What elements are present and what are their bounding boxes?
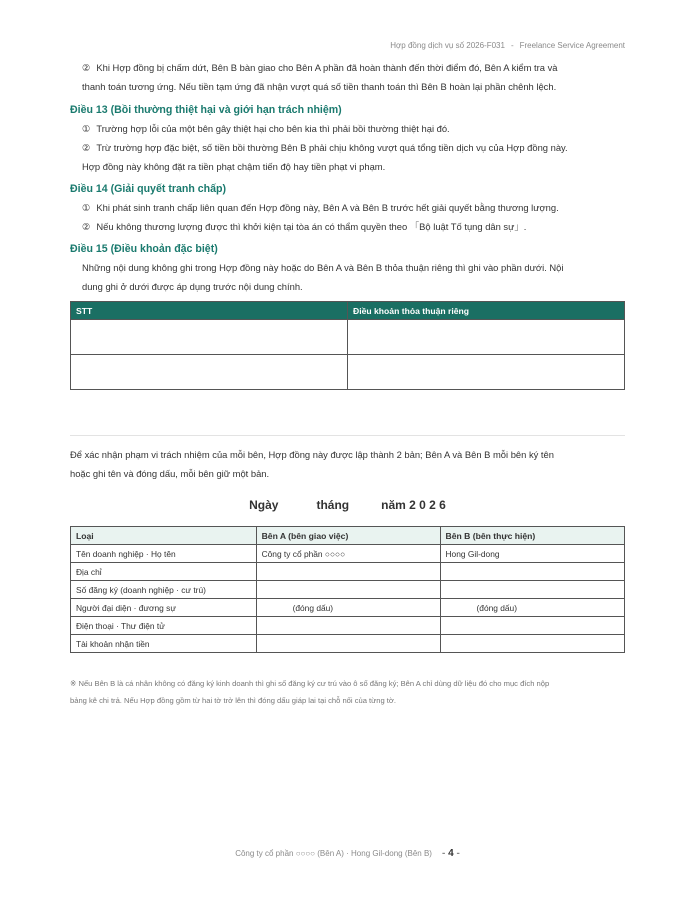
article-14-title: Điều 14 (Giải quyết tranh chấp) — [70, 183, 226, 195]
article-14-item-1: Khi phát sinh tranh chấp liên quan đến Hợp đồng này, Bên A và Bên B trước hết giải quyết bằng thương lượng. — [96, 202, 559, 213]
party-b-registration[interactable] — [440, 581, 625, 599]
article-13-item-2-line-2: Hợp đồng này không đặt ra tiền phạt chậm tiến độ hay tiền phạt vi phạm. — [82, 161, 386, 172]
confirmation-statement — [70, 445, 625, 483]
parties-table — [70, 526, 625, 653]
footnote-line-2: bảng kê chi trả. Nếu Hợp đồng gồm từ hai tờ trở lên thì đóng dấu giáp lai tại chỗ nối của từng tờ. — [70, 696, 397, 705]
article-15-line-1: Những nội dung không ghi trong Hợp đồng này hoặc do Bên A và Bên B thỏa thuận riêng thì ghi vào phần dưới. Nội — [82, 262, 564, 273]
article-15-line-2: dung ghi ở dưới được áp dụng trước nội dung chính. — [82, 281, 303, 292]
party-b-name: Hong Gil-dong — [440, 545, 625, 563]
special-terms-cell[interactable] — [71, 320, 348, 355]
party-b-seal: (đóng dấu) — [440, 599, 625, 617]
article-13-item-2-line-1: Trừ trường hợp đặc biệt, số tiền bồi thường Bên B phải chịu không vượt quá tổng tiền dịch vụ của Hợp đồng này. — [96, 142, 568, 153]
party-a-bank-account[interactable] — [256, 635, 440, 653]
table-row — [71, 563, 625, 581]
special-terms-table — [70, 301, 625, 390]
table-row — [71, 545, 625, 563]
item-number: ② — [82, 142, 91, 153]
party-b-contact[interactable] — [440, 617, 625, 635]
row-label: Số đăng ký (doanh nghiệp · cư trú) — [71, 581, 257, 599]
header-separator: - — [510, 41, 514, 50]
party-a-seal: (đóng dấu) — [256, 599, 440, 617]
article-12-item-2-line-2: thanh toán tương ứng. Nếu tiền tạm ứng đã nhận vượt quá số tiền thanh toán thì Bên B hoàn lại phần chênh lệch. — [82, 81, 557, 92]
special-terms-cell[interactable] — [348, 355, 625, 390]
party-a-registration[interactable] — [256, 581, 440, 599]
special-terms-header-stt: STT — [71, 302, 348, 320]
contract-number: Hợp đồng dịch vụ số 2026-F031 — [390, 41, 505, 50]
table-row — [71, 599, 625, 617]
item-number: ② — [82, 62, 91, 73]
row-label: Người đại diện · đương sự — [71, 599, 257, 617]
party-a-address[interactable] — [256, 563, 440, 581]
parties-header-party-b: Bên B (bên thực hiện) — [440, 527, 625, 545]
item-number: ① — [82, 202, 91, 213]
page-header — [390, 41, 625, 50]
footer-dash-right: - — [456, 848, 460, 859]
party-b-bank-account[interactable] — [440, 635, 625, 653]
footnote-line-1: ※ Nếu Bên B là cá nhân không có đăng ký kinh doanh thì ghi số đăng ký cư trú vào ô số đăng ký; Bên A chỉ dùng dữ liệu đó cho mục đích nộp — [70, 679, 550, 688]
contract-title-en: Freelance Service Agreement — [519, 41, 625, 50]
table-row — [71, 355, 625, 390]
footer-dash-left: - — [441, 848, 446, 859]
article-14-item-2: Nếu không thương lượng được thì khởi kiện tại tòa án có thẩm quyền theo 「Bộ luật Tố tụng dân sự」. — [96, 221, 527, 232]
footer-parties: Công ty cổ phần ○○○○ (Bên A) · Hong Gil-dong (Bên B) — [235, 849, 432, 858]
parties-header-party-a: Bên A (bên giao việc) — [256, 527, 440, 545]
page-content — [70, 58, 625, 709]
special-terms-header-terms: Điều khoản thỏa thuận riêng — [348, 302, 625, 320]
table-row — [71, 581, 625, 599]
row-label: Điện thoại · Thư điện tử — [71, 617, 257, 635]
article-14-body — [70, 198, 625, 236]
article-12-item-2-line-1: Khi Hợp đồng bị chấm dứt, Bên B bàn giao cho Bên A phần đã hoàn thành đến thời điểm đó, Bên A kiểm tra và — [96, 62, 558, 73]
page-number: 4 — [448, 848, 454, 859]
date-day: Ngày — [249, 498, 279, 512]
row-label: Tài khoản nhận tiền — [71, 635, 257, 653]
item-number: ① — [82, 123, 91, 134]
date-month: tháng — [316, 498, 350, 512]
special-terms-cell[interactable] — [71, 355, 348, 390]
article-13-item-1: Trường hợp lỗi của một bên gây thiệt hại cho bên kia thì phải bồi thường thiệt hại đó. — [96, 123, 450, 134]
confirmation-line-2: hoặc ghi tên và đóng dấu, mỗi bên giữ một bản. — [70, 468, 270, 479]
footnote — [70, 675, 625, 709]
article-12-item-2 — [70, 58, 625, 96]
item-number: ② — [82, 221, 91, 232]
party-a-name: Công ty cổ phần ○○○○ — [256, 545, 440, 563]
page-footer — [0, 848, 695, 859]
party-b-address[interactable] — [440, 563, 625, 581]
row-label: Địa chỉ — [71, 563, 257, 581]
table-row — [71, 617, 625, 635]
date-year: năm 2 0 2 6 — [381, 498, 446, 512]
article-15-title: Điều 15 (Điều khoản đặc biệt) — [70, 243, 218, 255]
table-row — [71, 635, 625, 653]
section-divider — [70, 435, 625, 436]
article-13-body — [70, 119, 625, 176]
special-terms-cell[interactable] — [348, 320, 625, 355]
confirmation-line-1: Để xác nhận phạm vi trách nhiệm của mỗi bên, Hợp đồng này được lập thành 2 bản; Bên A và Bên B mỗi bên ký tên — [70, 449, 554, 460]
party-a-contact[interactable] — [256, 617, 440, 635]
parties-header-type: Loại — [71, 527, 257, 545]
article-15-body — [70, 258, 625, 296]
article-13-title: Điều 13 (Bồi thường thiệt hại và giới hạn trách nhiệm) — [70, 104, 342, 116]
row-label: Tên doanh nghiệp · Họ tên — [71, 545, 257, 563]
signing-date — [70, 495, 625, 515]
table-row — [71, 320, 625, 355]
